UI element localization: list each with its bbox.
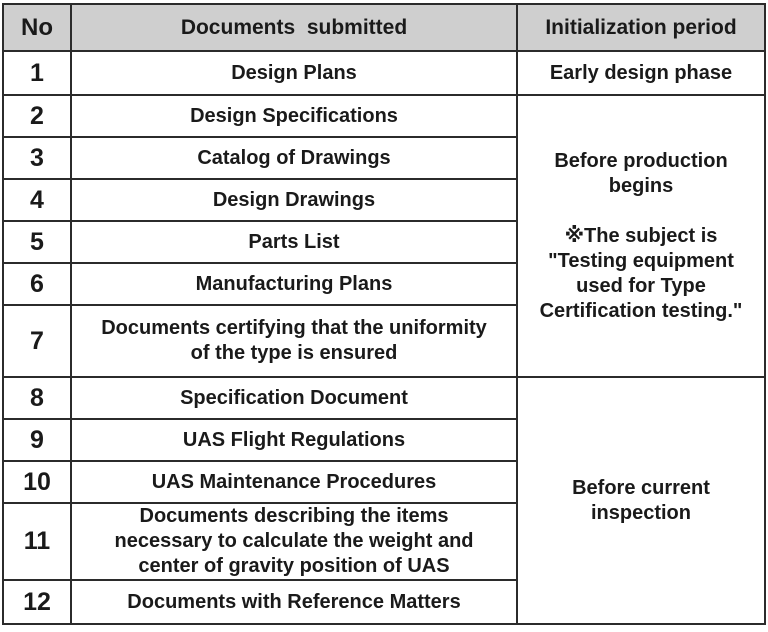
period-line: inspection	[590, 501, 691, 524]
document-line: necessary to calculate the weight and	[114, 530, 474, 552]
period-line: Before production	[554, 149, 728, 172]
spacer	[524, 199, 758, 224]
document-line: center of gravity position of UAS	[138, 555, 450, 577]
note-line: Certification testing."	[539, 299, 743, 322]
document-name: Parts List	[71, 221, 517, 263]
document-name: Design Specifications	[71, 95, 517, 137]
period-line: Before current	[572, 476, 710, 499]
note-line: "Testing equipment	[548, 249, 734, 272]
header-row	[3, 4, 765, 51]
note-line: ※The subject is	[564, 224, 718, 247]
document-name: Design Plans	[71, 51, 517, 95]
document-line: Documents certifying that the uniformity	[101, 317, 487, 339]
row-number: 5	[3, 221, 71, 263]
period-line: begins	[608, 174, 674, 197]
document-name: Specification Document	[71, 377, 517, 419]
row-number: 7	[3, 305, 71, 377]
row-number: 3	[3, 137, 71, 179]
note-line: used for Type	[576, 274, 706, 297]
documents-table	[2, 3, 766, 625]
document-name	[71, 305, 517, 377]
period-before-inspection	[517, 377, 765, 624]
document-line: of the type is ensured	[190, 342, 398, 364]
row-number: 11	[3, 503, 71, 580]
table-row	[3, 51, 765, 95]
document-name: UAS Flight Regulations	[71, 419, 517, 461]
period-early-design: Early design phase	[517, 51, 765, 95]
row-number: 6	[3, 263, 71, 305]
header-period: Initialization period	[517, 4, 765, 51]
row-number: 8	[3, 377, 71, 419]
document-name: Manufacturing Plans	[71, 263, 517, 305]
document-line: Documents describing the items	[139, 505, 449, 527]
document-name: Catalog of Drawings	[71, 137, 517, 179]
document-name: Documents with Reference Matters	[71, 580, 517, 624]
row-number: 10	[3, 461, 71, 503]
table-row	[3, 95, 765, 137]
row-number: 12	[3, 580, 71, 624]
row-number: 1	[3, 51, 71, 95]
row-number: 2	[3, 95, 71, 137]
row-number: 4	[3, 179, 71, 221]
header-documents: Documents submitted	[71, 4, 517, 51]
header-no: No	[3, 4, 71, 51]
document-name: Design Drawings	[71, 179, 517, 221]
document-name	[71, 503, 517, 580]
period-before-production	[517, 95, 765, 377]
document-name: UAS Maintenance Procedures	[71, 461, 517, 503]
row-number: 9	[3, 419, 71, 461]
document-table-container	[2, 3, 766, 625]
table-row	[3, 377, 765, 419]
